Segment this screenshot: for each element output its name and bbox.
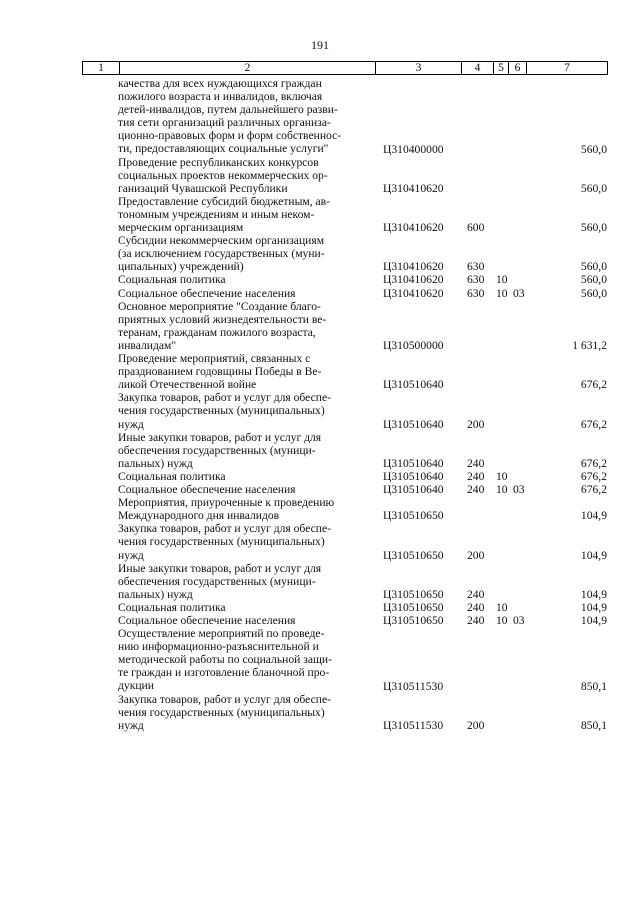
row-item-name: Предоставление субсидий бюджетным, ав- тономным учреждениям и иным неком- мерческим организациям (118, 194, 330, 235)
table-row (0, 300, 640, 352)
row-amount: 676,2 (580, 469, 607, 483)
row-expense-type: 200 (467, 718, 485, 732)
row-amount: 676,2 (580, 483, 607, 497)
row-amount: 850,1 (580, 718, 607, 732)
table-row (0, 614, 640, 627)
row-target-code: Ц310510650 (383, 509, 444, 523)
row-section: 10 (496, 273, 508, 287)
header-col-5: 5 (494, 62, 509, 74)
row-expense-type: 240 (467, 587, 485, 601)
row-section: 10 (496, 483, 508, 497)
table-row (0, 496, 640, 522)
row-amount: 104,9 (580, 614, 607, 628)
row-expense-type: 240 (467, 614, 485, 628)
table-row (0, 693, 640, 732)
table-row (0, 601, 640, 614)
row-item-name: Закупка товаров, работ и услуг для обеспе- чения государственных (муниципальных) нужд (118, 391, 331, 431)
row-item-name: Социальная политика (118, 600, 226, 614)
row-expense-type: 630 (467, 286, 485, 300)
row-item-name: Иные закупки товаров, работ и услуг для обеспечения государственных (муници- пальных) нужд (118, 561, 322, 601)
row-amount: 850,1 (580, 679, 607, 693)
row-target-code: Ц310410620 (383, 273, 444, 287)
row-target-code: Ц310510650 (383, 614, 444, 628)
row-item-name: Закупка товаров, работ и услуг для обеспе- чения государственных (муниципальных) нужд (118, 692, 331, 732)
row-amount: 676,2 (580, 378, 607, 392)
table-row (0, 234, 640, 273)
row-expense-type: 240 (467, 469, 485, 483)
row-amount: 104,9 (580, 600, 607, 614)
row-amount: 1 631,2 (572, 338, 607, 352)
row-section: 10 (496, 614, 508, 628)
row-target-code: Ц310410620 (383, 221, 444, 235)
row-amount: 560,0 (580, 181, 607, 195)
row-target-code: Ц310500000 (383, 338, 444, 352)
row-expense-type: 200 (467, 417, 485, 431)
table-row (0, 431, 640, 470)
row-amount: 104,9 (580, 509, 607, 523)
row-subsection: 03 (513, 483, 525, 497)
row-expense-type: 200 (467, 548, 485, 562)
row-item-name: Проведение мероприятий, связанных с празднованием годовщины Победы в Ве- ликой Отечественной войне (118, 352, 322, 392)
row-item-name: Закупка товаров, работ и услуг для обеспе- чения государственных (муниципальных) нужд (118, 522, 331, 562)
page-number: 191 (311, 38, 329, 52)
row-target-code: Ц310410620 (383, 260, 444, 274)
table-row (0, 273, 640, 286)
row-item-name: Социальное обеспечение населения (118, 483, 296, 497)
row-item-name: Осуществление мероприятий по проведе- нию информационно-разъяснительной и методической работы по социальной защи- те граждан и изготовление бланочной про- дукции (118, 627, 332, 693)
table-row (0, 77, 640, 156)
row-target-code: Ц310510640 (383, 378, 444, 392)
row-target-code: Ц310510640 (383, 456, 444, 470)
header-col-1: 1 (83, 62, 120, 74)
row-target-code: Ц310400000 (383, 142, 444, 156)
row-target-code: Ц310511530 (383, 718, 444, 732)
row-amount: 676,2 (580, 456, 607, 470)
row-item-name: Проведение республиканских конкурсов социальных проектов некоммерческих ор- ганизаций Чувашской Республики (118, 155, 328, 195)
table-row (0, 195, 640, 234)
row-expense-type: 240 (467, 456, 485, 470)
table-row (0, 470, 640, 483)
row-expense-type: 240 (467, 483, 485, 497)
row-item-name: Иные закупки товаров, работ и услуг для обеспечения государственных (муници- пальных) нужд (118, 430, 322, 470)
row-item-name: Субсидии некоммерческим организациям (за исключением государственных (муни- ципальных) учреждений) (118, 234, 325, 274)
row-target-code: Ц310511530 (383, 679, 444, 693)
header-col-2: 2 (120, 62, 376, 74)
row-subsection: 03 (513, 614, 525, 628)
row-target-code: Ц310510640 (383, 469, 444, 483)
row-target-code: Ц310510650 (383, 600, 444, 614)
row-target-code: Ц310410620 (383, 286, 444, 300)
header-col-7: 7 (564, 62, 570, 74)
table-header (82, 61, 608, 75)
row-expense-type: 600 (467, 221, 485, 235)
table-row (0, 522, 640, 561)
row-section: 10 (496, 469, 508, 483)
table-row (0, 483, 640, 496)
row-section: 10 (496, 286, 508, 300)
row-amount: 560,0 (580, 221, 607, 235)
row-item-name: Социальное обеспечение населения (118, 614, 296, 628)
row-item-name: Социальное обеспечение населения (118, 286, 296, 300)
row-expense-type: 240 (467, 600, 485, 614)
row-amount: 560,0 (580, 142, 607, 156)
row-amount: 560,0 (580, 273, 607, 287)
row-target-code: Ц310510650 (383, 587, 444, 601)
row-item-name: Социальная политика (118, 273, 226, 287)
budget-table-body (0, 77, 640, 732)
row-expense-type: 630 (467, 260, 485, 274)
row-amount: 104,9 (580, 548, 607, 562)
row-subsection: 03 (513, 286, 525, 300)
row-amount: 560,0 (580, 286, 607, 300)
header-col-6: 6 (509, 62, 527, 74)
row-target-code: Ц310410620 (383, 181, 444, 195)
row-target-code: Ц310510640 (383, 483, 444, 497)
row-item-name: Мероприятия, приуроченные к проведению Международного дня инвалидов (118, 496, 335, 523)
table-row (0, 391, 640, 430)
row-expense-type: 630 (467, 273, 485, 287)
row-amount: 104,9 (580, 587, 607, 601)
row-item-name: качества для всех нуждающихся граждан пожилого возраста и инвалидов, включая детей-инвалидов, путем дальнейшего разви- тия сети организаций различных организа- ционно-правовых форм и форм собственнос- ти, предоставляющих социальные услуги" (118, 77, 342, 156)
row-amount: 560,0 (580, 260, 607, 274)
row-amount: 676,2 (580, 417, 607, 431)
table-row (0, 156, 640, 195)
row-item-name: Социальная политика (118, 469, 226, 483)
table-row (0, 562, 640, 601)
table-row (0, 352, 640, 391)
row-target-code: Ц310510640 (383, 417, 444, 431)
table-row (0, 287, 640, 300)
row-item-name: Основное мероприятие "Создание благо- приятных условий жизнедеятельности ве- теранам, гражданам пожилого возраста, инвалидам" (118, 299, 327, 352)
table-row (0, 627, 640, 693)
row-section: 10 (496, 600, 508, 614)
header-col-3: 3 (376, 62, 462, 74)
row-target-code: Ц310510650 (383, 548, 444, 562)
header-col-4: 4 (462, 62, 494, 74)
